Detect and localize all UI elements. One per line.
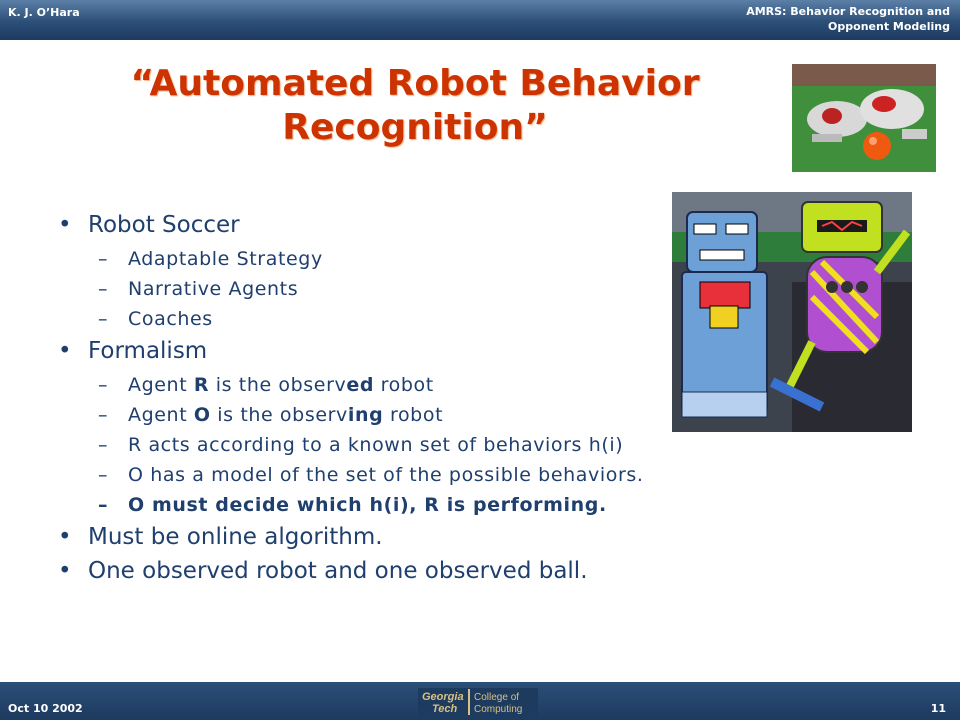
presentation-title-line1: AMRS: Behavior Recognition and [746, 5, 950, 18]
logo-text-georgia: Georgia [422, 691, 464, 703]
bullet-robot-soccer: • Robot Soccer [58, 210, 778, 240]
bullet-one-observed: • One observed robot and one observed ball. [58, 556, 778, 586]
sub-bullet-text: Adaptable Strategy [128, 248, 323, 270]
logo-text-college: College of [474, 692, 520, 703]
bullet-formalism: • Formalism [58, 336, 778, 366]
sub-bullet-o-decide: – O must decide which h(i), R is performing. [98, 494, 607, 516]
agent-r-text-mid: is the observ [209, 374, 347, 396]
agent-r-text-end: robot [374, 374, 434, 396]
slide-title-line2: Recognition” [282, 107, 548, 148]
page-number: 11 [930, 702, 946, 715]
logo-text-tech: Tech [432, 703, 458, 715]
sub-bullet-agent-o: – Agent O is the observing robot [98, 404, 444, 426]
georgia-tech-logo [418, 686, 538, 718]
agent-r-letter: R [193, 374, 210, 396]
sub-bullet-agent-r: – Agent R is the observed robot [98, 374, 434, 396]
sub-bullet-r-acts: – R acts according to a known set of behaviors h(i) [98, 434, 624, 456]
footer-bar [0, 682, 960, 720]
logo-text-computing: Computing [474, 704, 523, 715]
sub-bullet-text: O has a model of the set of the possible behaviors. [128, 464, 644, 486]
agent-o-text: Agent [128, 404, 194, 426]
sub-bullet-text: R acts according to a known set of behaviors h(i) [128, 434, 624, 456]
header-bar [0, 0, 960, 40]
presentation-title [690, 4, 950, 34]
sub-bullet-text: Narrative Agents [128, 278, 299, 300]
agent-o-letter: O [193, 404, 211, 426]
presentation-title-line2: Opponent Modeling [828, 20, 950, 33]
sub-bullet-coaches: – Coaches [98, 308, 213, 330]
agent-r-text: Agent [128, 374, 194, 396]
agent-r-suffix: ed [346, 374, 375, 396]
bullet-online-algorithm: • Must be online algorithm. [58, 522, 778, 552]
author-name: K. J. O’Hara [8, 6, 80, 19]
bullet-list [58, 210, 778, 590]
sub-bullet-narrative-agents: – Narrative Agents [98, 278, 299, 300]
sub-bullet-text: Coaches [128, 308, 213, 330]
sub-bullet-adaptable-strategy: – Adaptable Strategy [98, 248, 323, 270]
agent-o-suffix: ing [347, 404, 384, 426]
slide-title [60, 62, 770, 150]
robot-soccer-photo [792, 64, 936, 172]
agent-o-text-mid: is the observ [210, 404, 348, 426]
slide-title-line1: “Automated Robot Behavior [130, 63, 700, 104]
sub-bullet-o-model: – O has a model of the set of the possible behaviors. [98, 464, 644, 486]
slide-date: Oct 10 2002 [8, 702, 83, 715]
agent-o-text-end: robot [383, 404, 444, 426]
sub-bullet-text-bold: O must decide which h(i), R is performing. [128, 494, 607, 516]
